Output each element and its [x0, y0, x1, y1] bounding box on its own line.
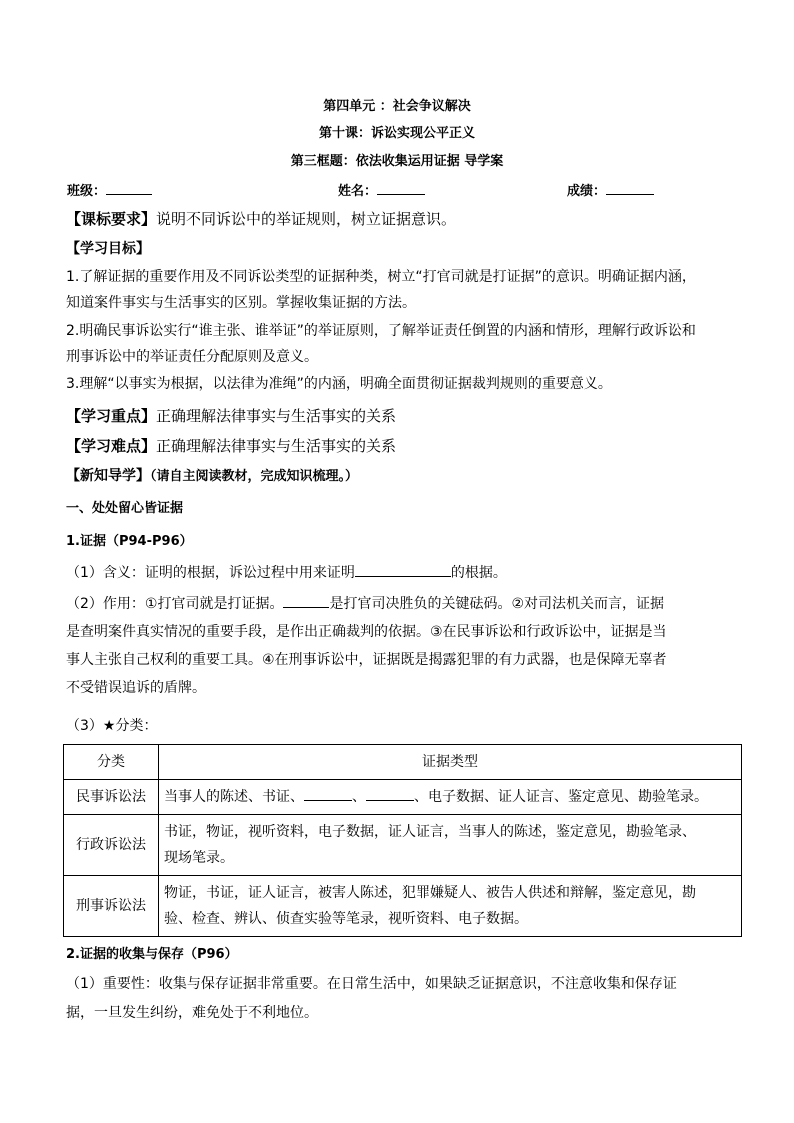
meaning-text-pre: （1）含义：证明的根据，诉讼过程中用来证明 — [66, 565, 355, 581]
topic-title: 第三框题：依法收集运用证据 导学案 — [290, 154, 504, 169]
evidence-role-a — [66, 591, 746, 617]
civil-text-post: 、电子数据、证人证言、鉴定意见、勘验笔录。 — [414, 789, 708, 805]
curriculum-requirement — [66, 206, 746, 232]
class-blank[interactable] — [106, 180, 152, 195]
evidence-classification-table — [63, 744, 742, 937]
table-row — [64, 876, 742, 937]
curriculum-text: 说明不同诉讼中的举证规则，树立证据意识。 — [156, 210, 457, 228]
criminal-text-b: 验、检查、辨认、侦查实验等笔录，视听资料、电子数据。 — [164, 911, 528, 927]
difficulty-tag: 【学习难点】 — [66, 437, 157, 455]
section-1-title: 一、处处留心皆证据 — [66, 501, 184, 516]
goal-1b: 知道案件事实与生活事实的区别。掌握收集证据的方法。 — [66, 295, 416, 311]
admin-text-b: 现场笔录。 — [164, 850, 234, 866]
meaning-blank[interactable] — [355, 562, 451, 577]
goal-3: 3.理解“以事实为根据，以法律为准绳”的内涵，明确全面贯彻证据裁判规则的重要意义。 — [66, 376, 612, 392]
goals-tag: 【学习目标】 — [66, 241, 150, 257]
table-row — [64, 815, 742, 876]
table-row — [64, 780, 742, 815]
evidence-role-b: 是查明案件真实情况的重要手段，是作出正确裁判的依据。③在民事诉讼和行政诉讼中，证据是当 — [66, 624, 667, 640]
civil-blank-2[interactable] — [366, 786, 414, 801]
row-civil-name: 民事诉讼法 — [64, 780, 159, 815]
civil-blank-1[interactable] — [304, 786, 352, 801]
goal-2a: 2.明确民事诉讼实行“谁主张、谁举证”的举证原则，了解举证责任倒置的内涵和情形，理解行政诉讼和 — [66, 323, 696, 339]
evidence-role-d: 不受错误追诉的盾牌。 — [66, 680, 206, 696]
score-blank[interactable] — [606, 180, 654, 195]
keypoint-text: 正确理解法律事实与生活事实的关系 — [156, 407, 397, 425]
row-civil-types — [159, 780, 742, 815]
subsection-evidence: 1.证据（P94-P96） — [66, 534, 193, 549]
new-knowledge — [66, 463, 746, 490]
row-admin-name: 行政诉讼法 — [64, 815, 159, 876]
difficulty-point — [66, 433, 746, 459]
civil-text-pre: 当事人的陈述、书证、 — [164, 789, 304, 805]
score-field — [567, 180, 654, 199]
class-label: 班级： — [67, 184, 107, 199]
header-evidence-types: 证据类型 — [159, 745, 742, 780]
goal-2b: 刑事诉讼中的举证责任分配原则及意义。 — [66, 349, 318, 365]
table-header-row — [64, 745, 742, 780]
keypoint-tag: 【学习重点】 — [66, 407, 157, 425]
name-label: 姓名： — [338, 184, 378, 199]
unit-title: 第四单元 ：社会争议解决 — [323, 99, 471, 114]
goal-1a: 1.了解证据的重要作用及不同诉讼类型的证据种类，树立“打官司就是打证据”的意识。明确证据内涵， — [66, 269, 696, 285]
newknow-tag: 【新知导学】 — [66, 468, 150, 484]
meaning-text-post: 的根据。 — [450, 565, 507, 581]
row-criminal-name: 刑事诉讼法 — [64, 876, 159, 937]
curriculum-tag: 【课标要求】 — [66, 210, 157, 228]
key-point — [66, 403, 746, 429]
importance-a: （1）重要性：收集与保存证据非常重要。在日常生活中，如果缺乏证据意识，不注意收集和保存证 — [66, 976, 677, 992]
admin-text-a: 书证，物证，视听资料，电子数据，证人证言，当事人的陈述，鉴定意见，勘验笔录、 — [164, 824, 696, 840]
lesson-title: 第十课：诉讼实现公平正义 — [318, 126, 475, 141]
evidence-role-c: 事人主张自己权利的重要工具。④在刑事诉讼中，证据既是揭露犯罪的有力武器，也是保障无辜者 — [66, 652, 667, 668]
row-criminal-types — [159, 876, 742, 937]
header-category: 分类 — [64, 745, 159, 780]
row-admin-types — [159, 815, 742, 876]
role-blank[interactable] — [283, 593, 329, 608]
classification-label: （3）★分类： — [66, 718, 158, 734]
role-text-pre: （2）作用：①打官司就是打证据。 — [66, 596, 284, 612]
subsection-collection: 2.证据的收集与保存（P96） — [66, 947, 238, 962]
name-field — [338, 180, 425, 199]
score-label: 成绩： — [567, 184, 607, 199]
role-text-post: 是打官司决胜负的关键砝码。②对司法机关而言，证据 — [329, 596, 665, 612]
civil-text-mid: 、 — [352, 789, 366, 805]
difficulty-text: 正确理解法律事实与生活事实的关系 — [156, 437, 397, 455]
evidence-meaning — [66, 560, 746, 586]
class-field — [67, 180, 152, 199]
importance-b: 据，一旦发生纠纷，难免处于不利地位。 — [66, 1005, 318, 1021]
newknow-text: （请自主阅读教材，完成知识梳理。） — [150, 469, 359, 484]
name-blank[interactable] — [377, 180, 425, 195]
criminal-text-a: 物证，书证，证人证言，被害人陈述，犯罪嫌疑人、被告人供述和辩解，鉴定意见，勘 — [164, 885, 696, 901]
